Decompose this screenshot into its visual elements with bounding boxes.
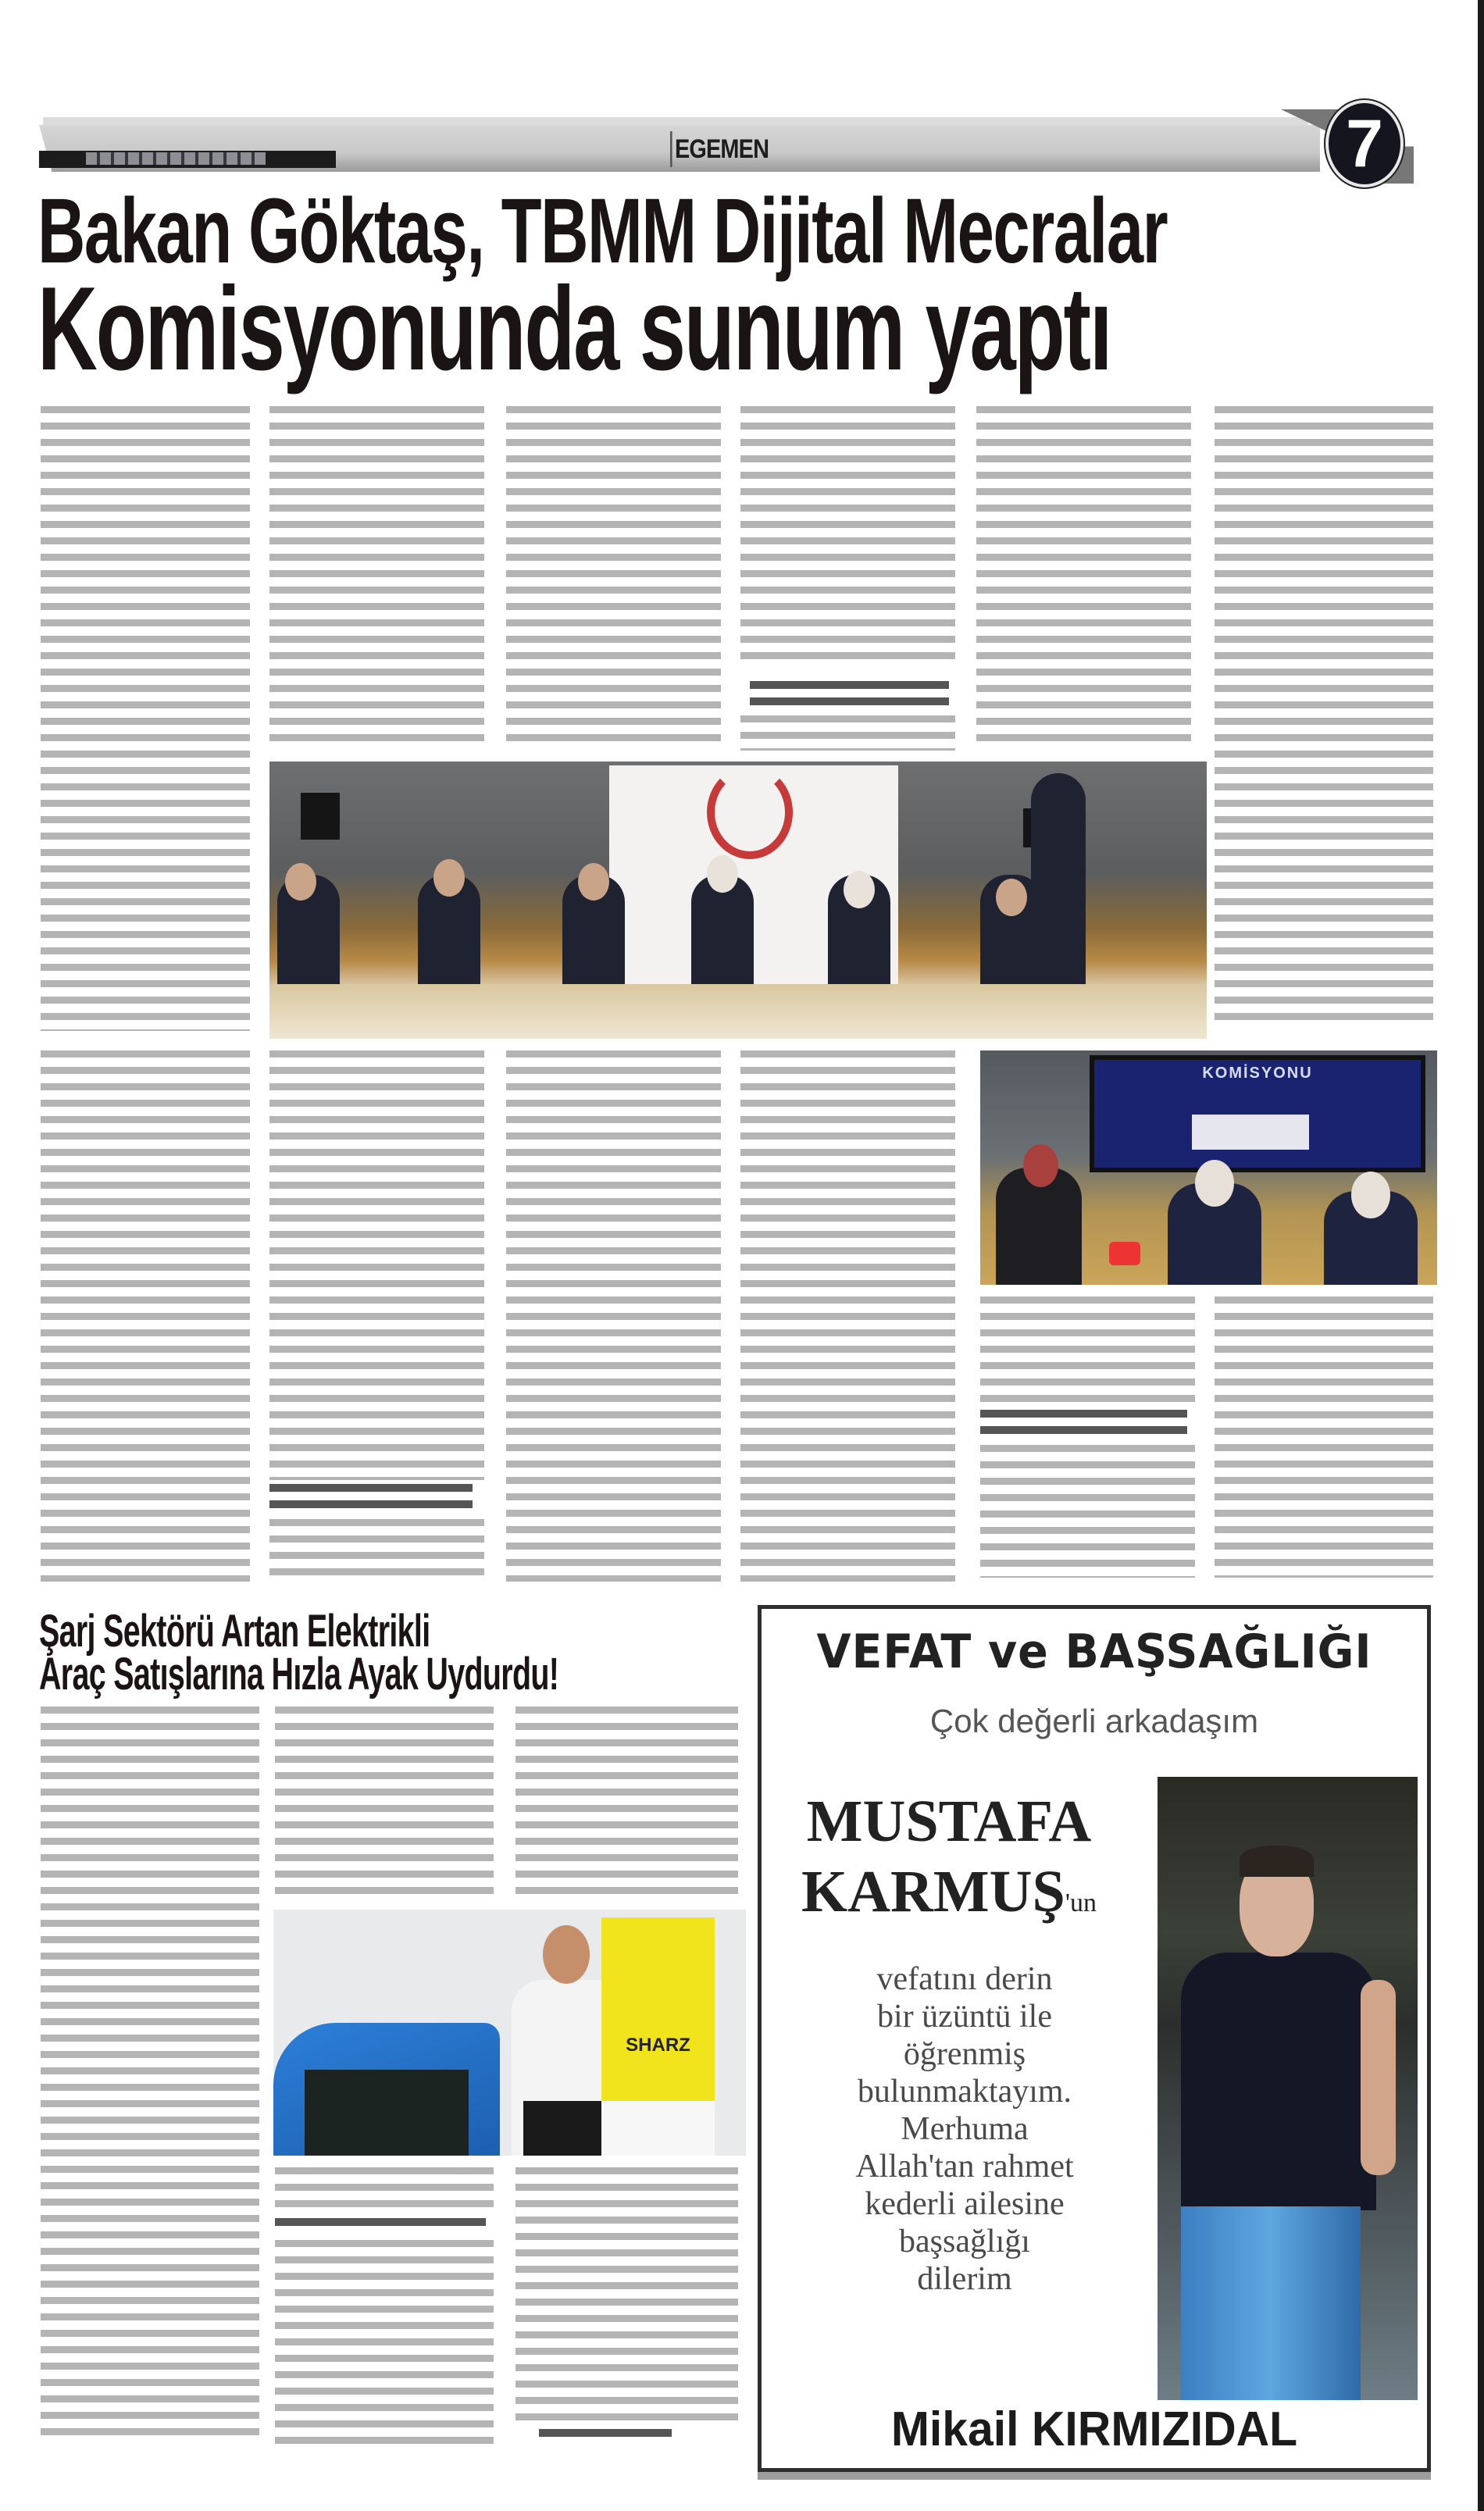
head [285,863,316,901]
commission-photo-2 [980,1050,1437,1285]
condolence-title: VEFAT ve BAŞSAĞLIĞI [816,1625,1372,1679]
screen-box [1192,1115,1309,1150]
head [433,859,465,897]
message-line: Merhuma [901,2111,1029,2147]
article-main-column [41,406,250,1031]
head [707,855,738,893]
message-line: bir üzüntü ile [877,1999,1052,2035]
masthead-logo: EGEMEN [670,131,769,167]
ev-headline-line2: Araç Satışlarına Hızla Ayak Uydurdu! [39,1649,559,1700]
article-main-pull-quote [750,681,949,712]
head [1195,1160,1234,1207]
name-suffix: 'un [1065,1889,1097,1917]
article-main-subheading [269,1484,473,1515]
banner-lower [601,2101,715,2156]
article-main-column [506,406,721,750]
meeting-table [269,984,1207,1039]
person [1031,773,1086,992]
deceased-photo [1158,1777,1418,2400]
deceased-surname: KARMUŞ [801,1859,1065,1924]
article-main-column [1215,406,1433,1023]
brand-banner [601,1917,715,2101]
hair [1240,1846,1314,1877]
deceased-last-name [793,1859,1105,1936]
head [844,871,875,908]
deceased-first-name: MUSTAFA [806,1789,1092,1854]
article-ev-byline [539,2429,672,2440]
head [543,1925,590,1984]
article-main-column [41,1050,250,1582]
head [578,863,609,901]
tbmm-emblem [707,765,793,859]
article-main-column [740,1050,955,1582]
article-main-column [980,1445,1195,1578]
article-main-pull-quote [980,1410,1187,1441]
message-line: öğrenmiş [903,2036,1026,2072]
tv-camera [301,793,340,840]
message-line: Allah'tan rahmet [855,2149,1074,2185]
head [996,879,1027,916]
head [1023,1144,1058,1187]
message-line: vefatını derin [876,1961,1053,1997]
article-main-column [980,1297,1195,1406]
head [1351,1172,1390,1218]
screen-text: KOMİSYONU [1202,1065,1313,1082]
page-number-badge: 7 [1325,100,1404,187]
article-ev-column [515,2167,738,2421]
article-ev-column [275,1707,494,1894]
message-line: dilerim [917,2261,1012,2297]
ev-article-photo [273,1910,746,2156]
microphone-flag [1109,1242,1140,1265]
page-edge-bar [1478,0,1484,2511]
ev-headline-line1: Şarj Sektörü Artan Elektrikli [39,1606,430,1657]
date-text-illegible [86,152,266,165]
condolence-message [793,1960,1136,2298]
article-main-column [976,406,1191,750]
condolence-subtitle: Çok değerli arkadaşım [929,1703,1259,1739]
arm [1361,1980,1396,2175]
jeans [1181,2206,1361,2400]
article-main-column [506,1050,721,1582]
condolence-ad [758,1605,1431,2472]
shirt [1181,1953,1376,2210]
condolence-signature: Mikail KIRMIZIDAL [890,2402,1298,2456]
article-main-column [269,1519,484,1582]
article-main-column [1215,1297,1433,1578]
article-ev-subheading [275,2218,486,2234]
message-line: bulunmaktayım. [857,2074,1072,2110]
car-window [305,2070,469,2156]
article-ev-column [275,2240,494,2445]
main-headline-line1: Bakan Göktaş, TBMM Dijital Mecralar [37,180,1168,283]
electric-car [273,2023,500,2156]
screen-display [1090,1055,1425,1172]
banner-logo-text: SHARZ [626,2035,690,2056]
article-ev-column [515,1707,738,1894]
article-main-column [740,715,955,751]
article-main-column [269,406,484,750]
message-line: başsağlığı [899,2224,1030,2260]
main-article-photo-commission [269,762,1207,1039]
article-main-column [740,406,955,664]
article-ev-column [275,2167,494,2214]
main-headline-line2: Komisyonunda sunum yaptı [37,262,1111,395]
article-ev-column [41,1707,259,2445]
article-main-column [269,1050,484,1480]
message-line: kederli ailesine [865,2186,1065,2222]
